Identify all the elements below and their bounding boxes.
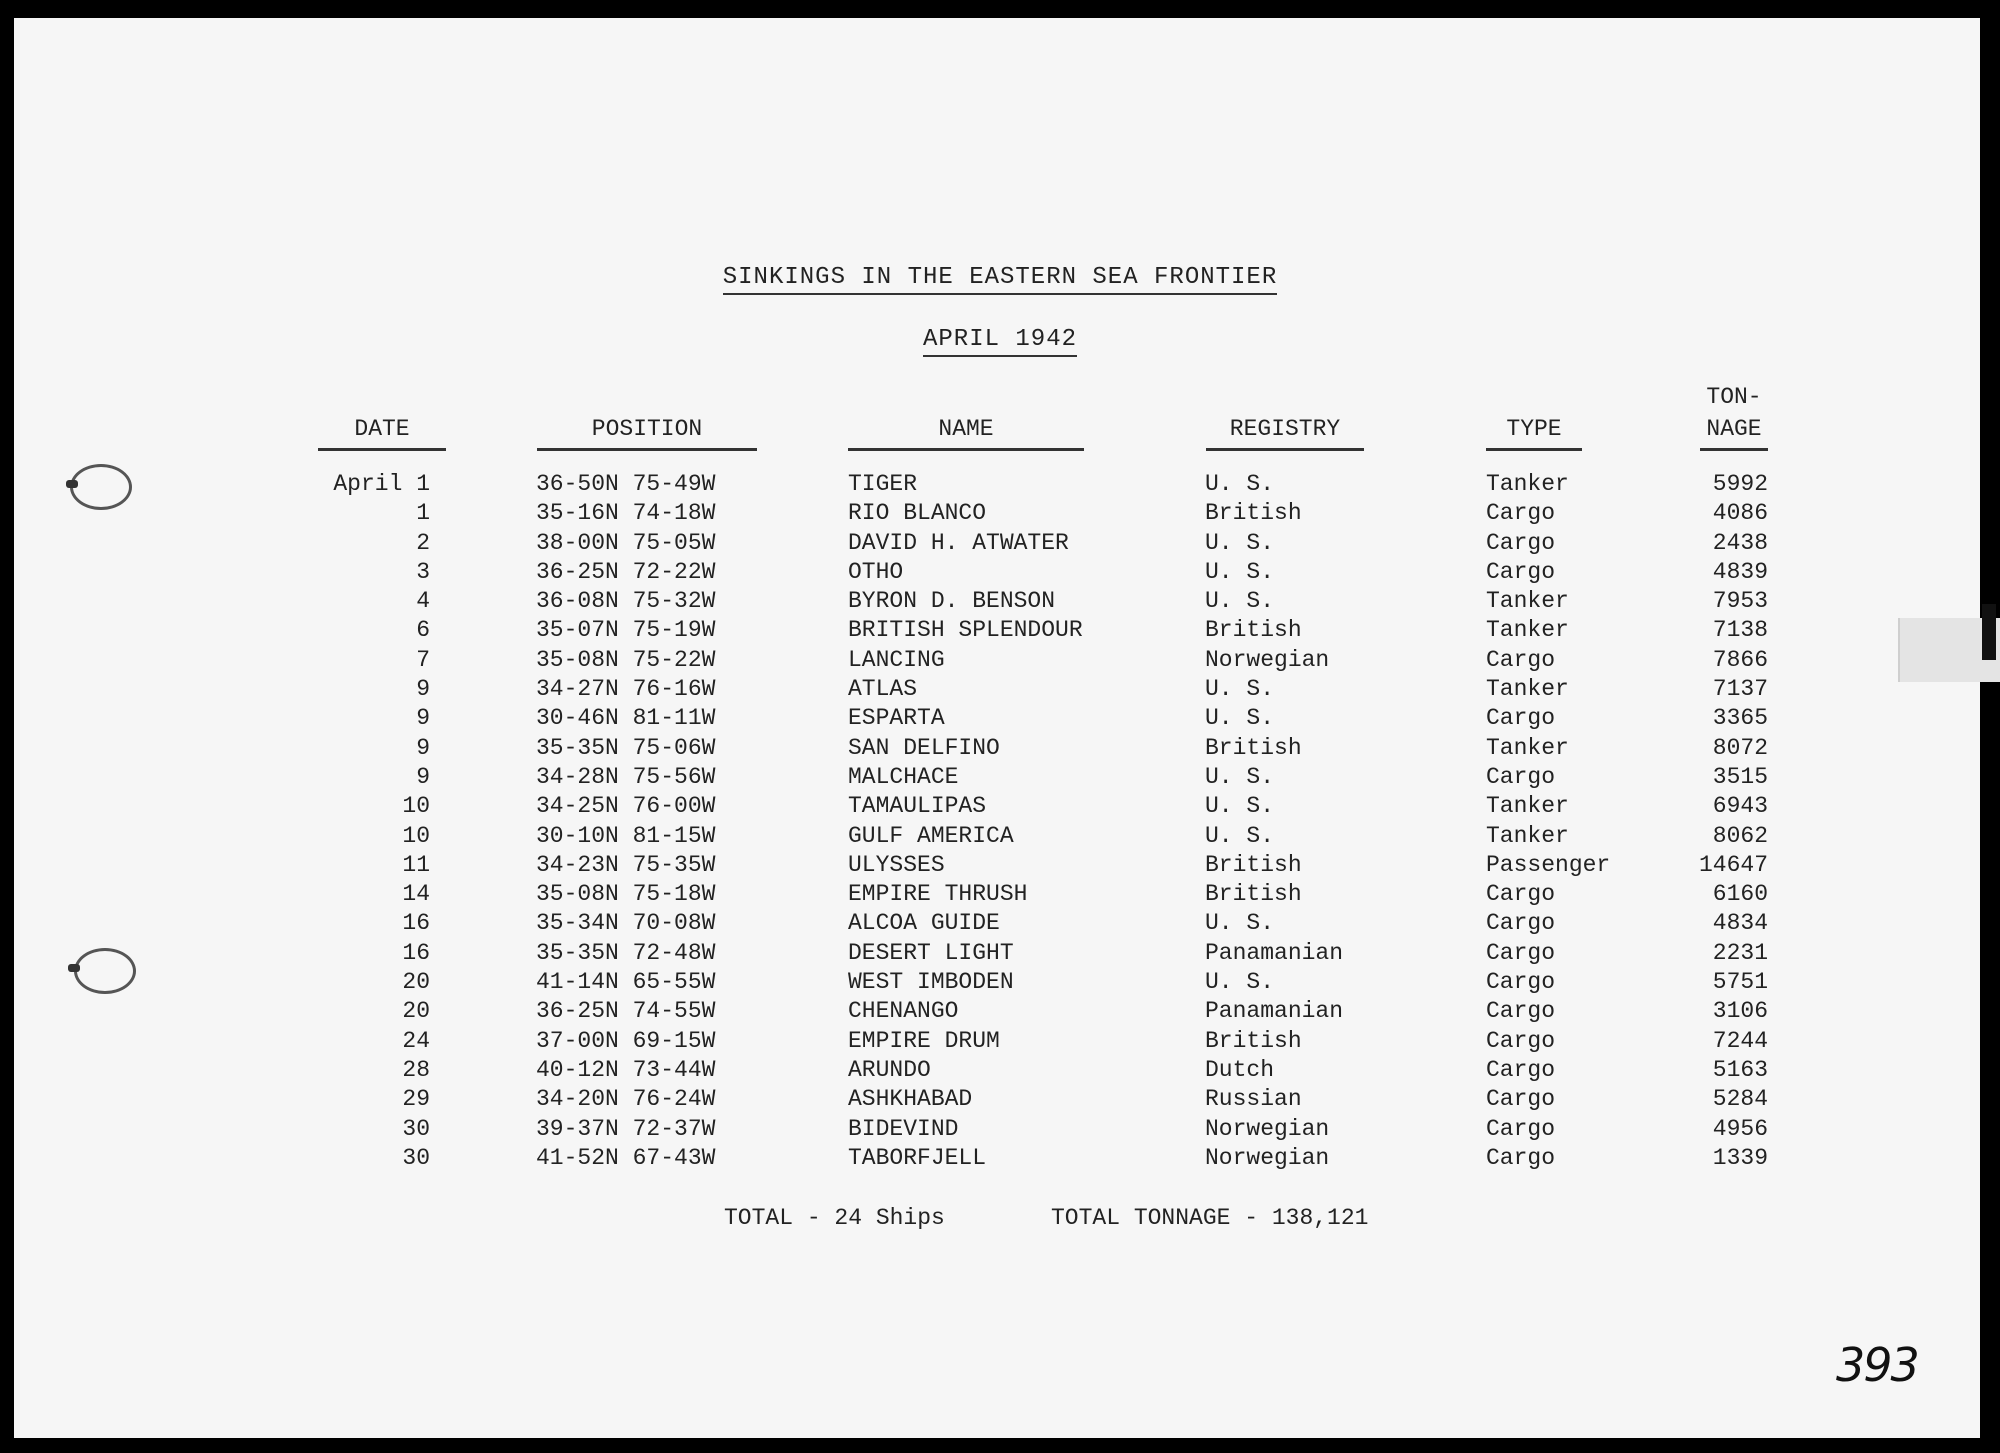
cell-type: Cargo xyxy=(1486,500,1556,527)
cell-type: Cargo xyxy=(1486,646,1556,673)
cell-date: 10 xyxy=(402,793,430,820)
cell-name: TIGER xyxy=(848,471,918,497)
cell-position: 35-07N 75-19W xyxy=(536,617,716,644)
cell-registry: Norwegian xyxy=(1205,646,1330,673)
cell-position: 35-35N 75-06W xyxy=(536,734,716,761)
cell-type: Tanker xyxy=(1486,793,1569,820)
cell-position: 34-27N 76-16W xyxy=(536,676,716,703)
cell-tonnage: 5992 xyxy=(1712,471,1768,497)
cell-tonnage: 3515 xyxy=(1712,763,1768,790)
cell-position: 41-14N 65-55W xyxy=(536,969,716,996)
cell-tonnage: 4839 xyxy=(1712,558,1768,585)
cell-date: 9 xyxy=(416,705,430,732)
cell-position: 34-23N 75-35W xyxy=(536,851,716,878)
cell-registry: U. S. xyxy=(1205,793,1275,820)
cell-tonnage: 8072 xyxy=(1712,734,1768,761)
column-header-type: TYPE xyxy=(1486,413,1582,451)
cell-tonnage: 8062 xyxy=(1712,822,1768,849)
cell-name: ESPARTA xyxy=(848,705,945,732)
cell-name: WEST IMBODEN xyxy=(848,969,1014,996)
cell-name: GULF AMERICA xyxy=(848,822,1014,849)
cell-position: 39-37N 72-37W xyxy=(536,1115,716,1142)
punch-hole-top xyxy=(70,464,132,510)
cell-registry: Norwegian xyxy=(1205,1144,1330,1171)
cell-tonnage: 2438 xyxy=(1712,529,1768,556)
cell-type: Cargo xyxy=(1486,1144,1556,1171)
cell-type: Cargo xyxy=(1486,705,1556,732)
column-header-tonnage xyxy=(1700,381,1768,451)
cell-position: 35-08N 75-18W xyxy=(536,881,716,908)
cell-tonnage: 7137 xyxy=(1712,676,1768,703)
cell-date: April 1 xyxy=(333,471,430,497)
cell-tonnage: 14647 xyxy=(1698,851,1768,878)
cell-tonnage: 3106 xyxy=(1712,998,1768,1025)
cell-type: Cargo xyxy=(1486,1086,1556,1113)
cell-date: 16 xyxy=(402,910,430,937)
cell-date: 9 xyxy=(416,763,430,790)
total-tonnage: TOTAL TONNAGE - 138,121 xyxy=(1051,1205,1369,1231)
cell-name: TABORFJELL xyxy=(848,1144,987,1171)
cell-tonnage: 2231 xyxy=(1712,939,1768,966)
cell-registry: British xyxy=(1205,617,1302,644)
cell-position: 41-52N 67-43W xyxy=(536,1144,716,1171)
cell-tonnage: 7244 xyxy=(1712,1027,1768,1054)
cell-date: 29 xyxy=(402,1086,430,1113)
cell-date: 30 xyxy=(402,1144,430,1171)
cell-type: Passenger xyxy=(1486,851,1611,878)
cell-registry: U. S. xyxy=(1205,910,1275,937)
cell-position: 35-08N 75-22W xyxy=(536,646,716,673)
cell-date: 30 xyxy=(402,1115,430,1142)
cell-position: 36-50N 75-49W xyxy=(536,471,716,497)
column-header-registry: REGISTRY xyxy=(1206,413,1364,451)
cell-name: BRITISH SPLENDOUR xyxy=(848,617,1083,644)
column-header-date: DATE xyxy=(318,413,446,451)
cell-date: 4 xyxy=(416,588,430,615)
cell-name: EMPIRE DRUM xyxy=(848,1027,1000,1054)
cell-registry: Panamanian xyxy=(1205,939,1344,966)
cell-type: Cargo xyxy=(1486,529,1556,556)
cell-type: Tanker xyxy=(1486,471,1569,497)
cell-registry: British xyxy=(1205,1027,1302,1054)
cell-type: Cargo xyxy=(1486,1056,1556,1083)
cell-registry: U. S. xyxy=(1205,471,1275,497)
cell-type: Cargo xyxy=(1486,939,1556,966)
cell-registry: Russian xyxy=(1205,1086,1302,1113)
cell-type: Cargo xyxy=(1486,1115,1556,1142)
cell-date: 11 xyxy=(402,851,430,878)
cell-registry: U. S. xyxy=(1205,529,1275,556)
cell-position: 30-46N 81-11W xyxy=(536,705,716,732)
cell-tonnage: 5751 xyxy=(1712,969,1768,996)
cell-name: MALCHACE xyxy=(848,763,959,790)
cell-registry: British xyxy=(1205,500,1302,527)
cell-registry: U. S. xyxy=(1205,558,1275,585)
punch-hole-mark xyxy=(68,964,80,972)
cell-name: DAVID H. ATWATER xyxy=(848,529,1069,556)
cell-tonnage: 6943 xyxy=(1712,793,1768,820)
cell-type: Cargo xyxy=(1486,763,1556,790)
cell-type: Cargo xyxy=(1486,881,1556,908)
cell-name: ALCOA GUIDE xyxy=(848,910,1000,937)
punch-hole-mark xyxy=(66,480,78,488)
cell-type: Cargo xyxy=(1486,969,1556,996)
cell-date: 28 xyxy=(402,1056,430,1083)
cell-registry: Panamanian xyxy=(1205,998,1344,1025)
document-subtitle: APRIL 1942 xyxy=(0,326,2000,353)
cell-name: ARUNDO xyxy=(848,1056,931,1083)
cell-position: 36-08N 75-32W xyxy=(536,588,716,615)
cell-type: Tanker xyxy=(1486,822,1569,849)
cell-registry: U. S. xyxy=(1205,676,1275,703)
cell-registry: U. S. xyxy=(1205,822,1275,849)
total-ships: TOTAL - 24 Ships xyxy=(724,1205,945,1231)
cell-name: OTHO xyxy=(848,558,904,585)
cell-tonnage: 4956 xyxy=(1712,1115,1768,1142)
cell-type: Cargo xyxy=(1486,558,1556,585)
cell-tonnage: 7138 xyxy=(1712,617,1768,644)
cell-date: 16 xyxy=(402,939,430,966)
cell-registry: British xyxy=(1205,851,1302,878)
cell-tonnage: 4086 xyxy=(1712,500,1768,527)
cell-type: Tanker xyxy=(1486,734,1569,761)
tonnage-header-line1: TON- xyxy=(1706,384,1762,410)
cell-date: 1 xyxy=(416,500,430,527)
cell-date: 2 xyxy=(416,529,430,556)
cell-date: 20 xyxy=(402,998,430,1025)
cell-date: 20 xyxy=(402,969,430,996)
cell-position: 35-35N 72-48W xyxy=(536,939,716,966)
cell-name: DESERT LIGHT xyxy=(848,939,1014,966)
cell-date: 9 xyxy=(416,734,430,761)
cell-registry: Norwegian xyxy=(1205,1115,1330,1142)
tonnage-header-line2: NAGE xyxy=(1706,416,1762,442)
page-tab-edge xyxy=(1982,604,1996,660)
cell-position: 30-10N 81-15W xyxy=(536,822,716,849)
cell-position: 34-20N 76-24W xyxy=(536,1086,716,1113)
cell-type: Cargo xyxy=(1486,910,1556,937)
cell-name: SAN DELFINO xyxy=(848,734,1000,761)
cell-tonnage: 3365 xyxy=(1712,705,1768,732)
cell-position: 40-12N 73-44W xyxy=(536,1056,716,1083)
cell-tonnage: 1339 xyxy=(1712,1144,1768,1171)
cell-name: ASHKHABAD xyxy=(848,1086,973,1113)
cell-position: 38-00N 75-05W xyxy=(536,529,716,556)
cell-registry: U. S. xyxy=(1205,588,1275,615)
cell-registry: U. S. xyxy=(1205,969,1275,996)
cell-position: 35-34N 70-08W xyxy=(536,910,716,937)
cell-type: Tanker xyxy=(1486,588,1569,615)
cell-type: Tanker xyxy=(1486,617,1569,644)
punch-hole-bottom xyxy=(74,948,136,994)
cell-position: 36-25N 72-22W xyxy=(536,558,716,585)
cell-date: 9 xyxy=(416,676,430,703)
cell-tonnage: 5284 xyxy=(1712,1086,1768,1113)
cell-position: 36-25N 74-55W xyxy=(536,998,716,1025)
cell-date: 14 xyxy=(402,881,430,908)
cell-name: ULYSSES xyxy=(848,851,945,878)
column-header-position: POSITION xyxy=(537,413,757,451)
cell-position: 34-25N 76-00W xyxy=(536,793,716,820)
cell-name: BYRON D. BENSON xyxy=(848,588,1056,615)
cell-date: 24 xyxy=(402,1027,430,1054)
cell-type: Cargo xyxy=(1486,1027,1556,1054)
cell-name: TAMAULIPAS xyxy=(848,793,987,820)
cell-type: Tanker xyxy=(1486,676,1569,703)
cell-name: LANCING xyxy=(848,646,945,673)
cell-registry: Dutch xyxy=(1205,1056,1275,1083)
document-title: SINKINGS IN THE EASTERN SEA FRONTIER xyxy=(0,264,2000,291)
cell-date: 3 xyxy=(416,558,430,585)
cell-name: EMPIRE THRUSH xyxy=(848,881,1028,908)
cell-registry: British xyxy=(1205,734,1302,761)
page-number: 393 xyxy=(1836,1338,1918,1392)
cell-registry: U. S. xyxy=(1205,763,1275,790)
cell-tonnage: 4834 xyxy=(1712,910,1768,937)
cell-tonnage: 7953 xyxy=(1712,588,1768,615)
cell-registry: British xyxy=(1205,881,1302,908)
cell-name: ATLAS xyxy=(848,676,918,703)
column-header-name: NAME xyxy=(848,413,1084,451)
cell-date: 6 xyxy=(416,617,430,644)
cell-name: RIO BLANCO xyxy=(848,500,987,527)
cell-tonnage: 6160 xyxy=(1712,881,1768,908)
cell-name: BIDEVIND xyxy=(848,1115,959,1142)
cell-type: Cargo xyxy=(1486,998,1556,1025)
cell-tonnage: 7866 xyxy=(1712,646,1768,673)
cell-registry: U. S. xyxy=(1205,705,1275,732)
cell-name: CHENANGO xyxy=(848,998,959,1025)
cell-date: 7 xyxy=(416,646,430,673)
cell-position: 37-00N 69-15W xyxy=(536,1027,716,1054)
cell-tonnage: 5163 xyxy=(1712,1056,1768,1083)
cell-date: 10 xyxy=(402,822,430,849)
cell-position: 35-16N 74-18W xyxy=(536,500,716,527)
cell-position: 34-28N 75-56W xyxy=(536,763,716,790)
